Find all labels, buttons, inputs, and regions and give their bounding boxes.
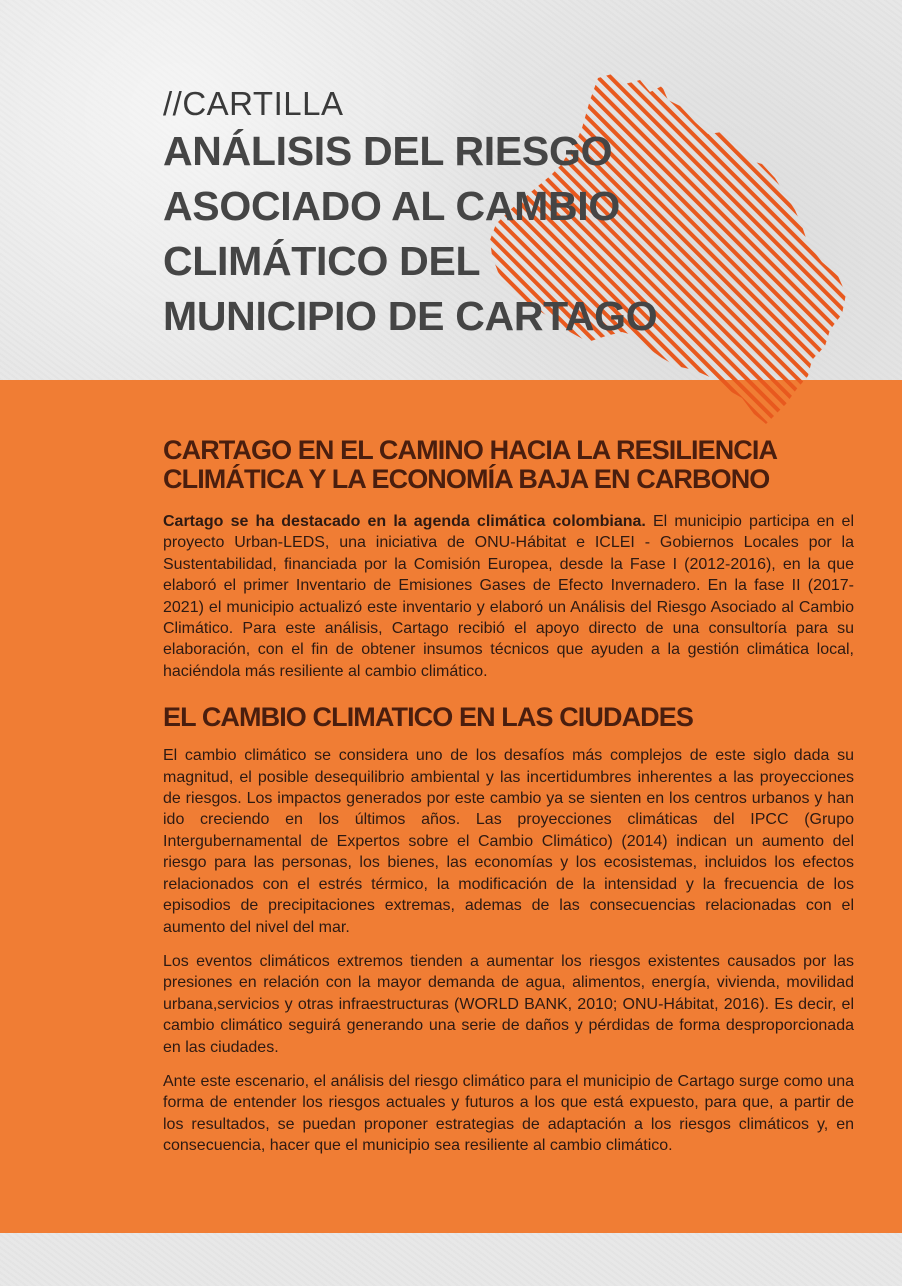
kicker-label: //CARTILLA <box>163 85 344 122</box>
intro-body-text: El municipio participa en el proyecto Urban-LEDS, una iniciativa de ONU-Hábitat e ICLEI - Gobiernos Locales por la Sustentabilidad, financiada por la Comisión Europea, desde la Fase I (2012-2016), en la que elaboró el primer Inventario de Emisiones Gases de Efecto Invernadero. En la fase II (2017-2021) el municipio actualizó este inventario y elaboró un Análisis del Riesgo Asociado al Cambio Climático. Para este análisis, Cartago recibió el apoyo directo de una consultoría para su elaboración, con el fin de obtener insumos técnicos que ayuden a la gestión climática local, haciéndola más resiliente al cambio climático. <box>163 513 854 680</box>
title-line: ASOCIADO AL CAMBIO <box>163 183 620 229</box>
title-line: CLIMÁTICO DEL <box>163 238 481 284</box>
title-line: MUNICIPIO DE CARTAGO <box>163 293 658 339</box>
title-line: ANÁLISIS DEL RIESGO <box>163 128 613 174</box>
heading-line: CLIMÁTICA Y LA ECONOMÍA BAJA EN CARBONO <box>163 464 770 494</box>
section-heading-resiliencia <box>163 436 854 494</box>
document-title <box>163 124 863 344</box>
heading-line: CARTAGO EN EL CAMINO HACIA LA RESILIENCIA <box>163 435 778 465</box>
content-body <box>163 436 854 1157</box>
section-heading-ciudades: EL CAMBIO CLIMATICO EN LAS CIUDADES <box>163 702 694 733</box>
body-paragraph: Ante este escenario, el análisis del riesgo climático para el municipio de Cartago surge como una forma de entender los riesgos actuales y futuros a los que está expuesto, para que, a partir de los resultados, se puedan proponer estrategias de adaptación a los riesgos climáticos y, en consecuencia, hacer que el municipio sea resiliente al cambio climático. <box>163 1072 854 1155</box>
paper-texture-bottom <box>0 1233 902 1286</box>
body-paragraph: Los eventos climáticos extremos tienden a aumentar los riesgos existentes causados por las presiones en relación con la mayor demanda de agua, alimentos, energía, vivienda, movilidad urbana,servicios y otras infraestructuras (WORLD BANK, 2010; ONU-Hábitat, 2016). Es decir, el cambio climático seguirá generando una serie de daños y pérdidas de forma desproporcionada en las ciudades. <box>163 952 854 1056</box>
intro-lead-bold: Cartago se ha destacado en la agenda climática colombiana. <box>163 513 646 530</box>
body-paragraph: El cambio climático se considera uno de los desafíos más complejos de este siglo dada su magnitud, el posible desequilibrio ambiental y las incertidumbres inherentes a las proyecciones de riesgos. Los impactos generados por este cambio ya se sienten en los centros urbanos y han ido creciendo en los últimos años. Las proyecciones climáticas del IPCC (Grupo Intergubernamental de Expertos sobre el Cambio Climático) (2014) indican un aumento del riesgo para las personas, los bienes, las economías y los ecosistemas, incluidos los efectos relacionados con el estrés térmico, la modificación de la intensidad y la frecuencia de los episodios de precipitaciones extremas, ademas de las consecuencias relacionadas con el aumento del nivel del mar. <box>163 747 854 936</box>
intro-paragraph <box>163 511 854 682</box>
cover-header <box>163 84 863 344</box>
